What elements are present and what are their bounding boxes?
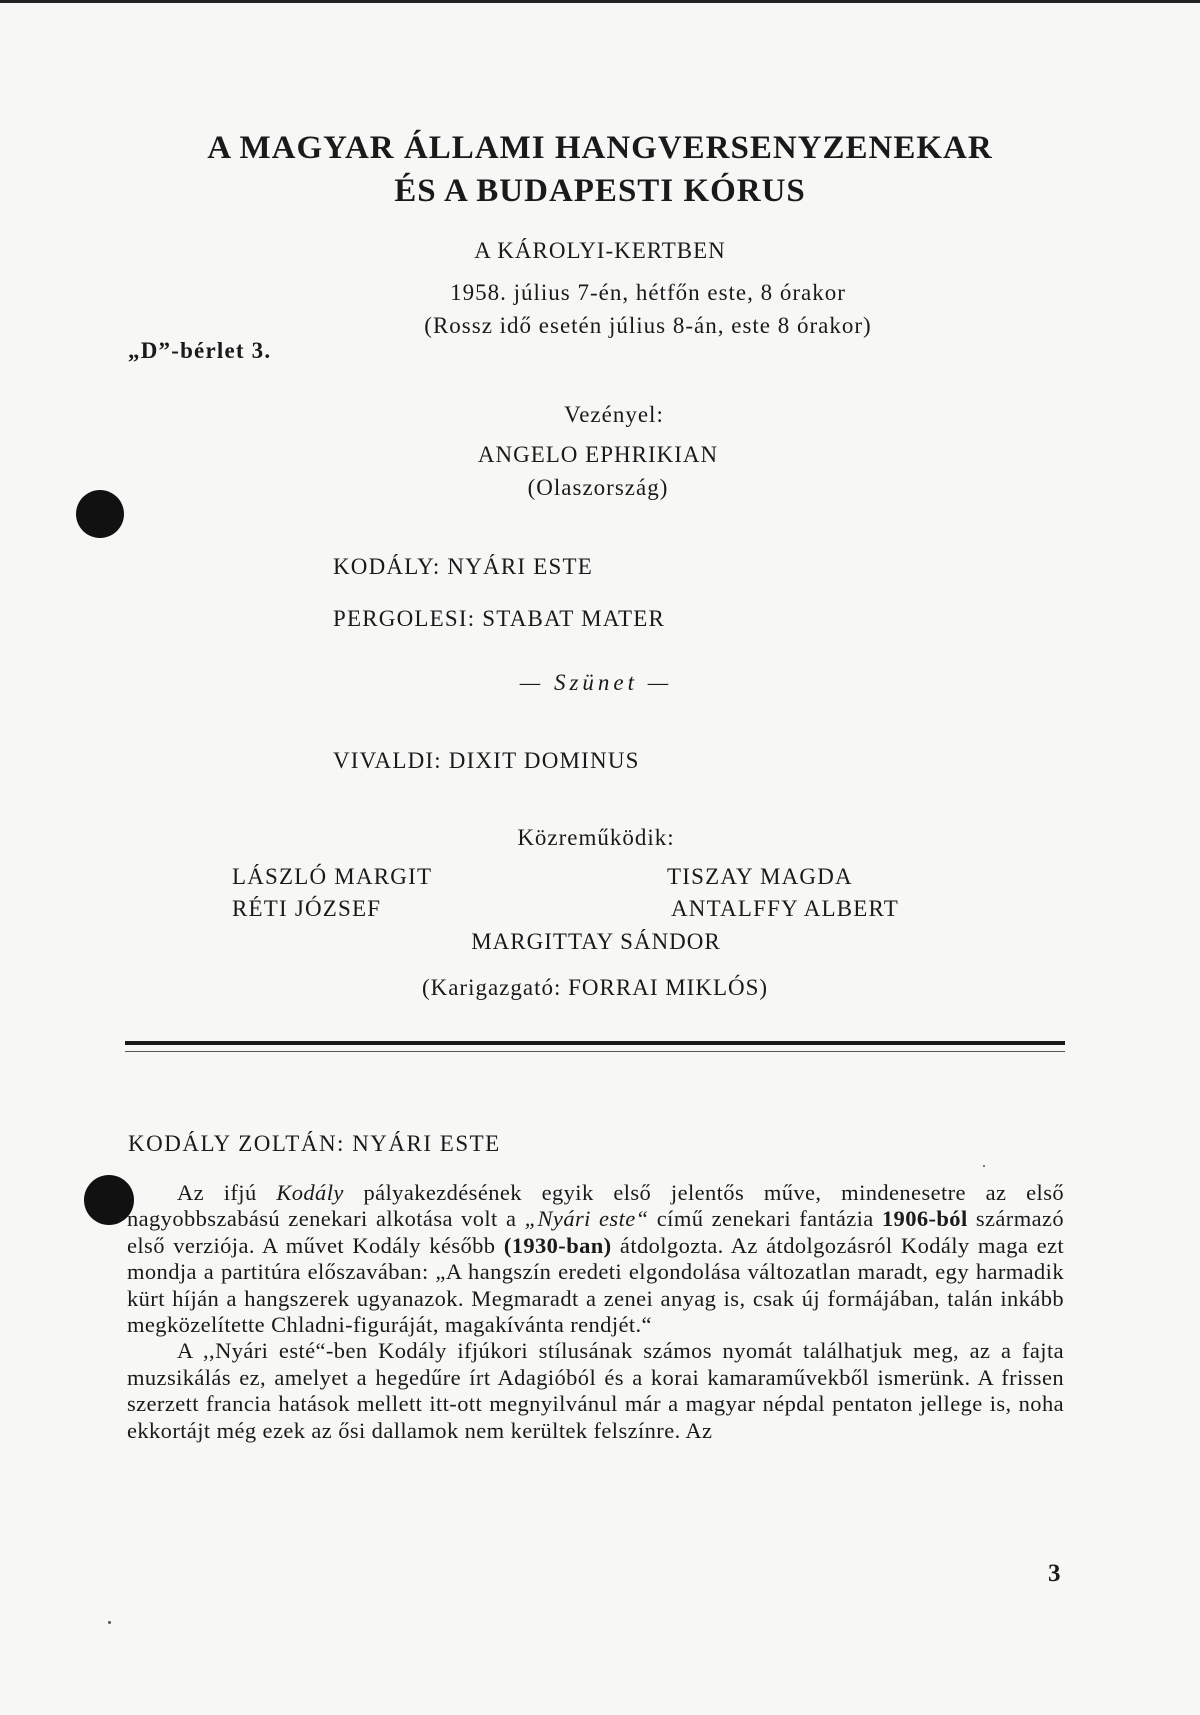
performers-label: Közreműködik: bbox=[517, 825, 675, 850]
rain-date: (Rossz idő esetén július 8-án, este 8 órakor) bbox=[424, 313, 872, 338]
page-title bbox=[0, 130, 1200, 210]
subscription-label: „D”-bérlet 3. bbox=[128, 338, 272, 363]
program-item-3: VIVALDI: DIXIT DOMINUS bbox=[333, 748, 640, 773]
performer-3: RÉTI JÓZSEF bbox=[232, 896, 382, 921]
performer-1: LÁSZLÓ MARGIT bbox=[232, 864, 433, 889]
concert-date: 1958. július 7-én, hétfőn este, 8 órakor bbox=[450, 280, 846, 305]
title-line-1: A MAGYAR ÁLLAMI HANGVERSENYZENEKAR bbox=[207, 130, 993, 166]
program-item-2: PERGOLESI: STABAT MATER bbox=[333, 606, 666, 631]
conductor-label: Vezényel: bbox=[564, 402, 664, 427]
intermission: — Szünet — bbox=[519, 670, 673, 695]
section-divider-thin bbox=[125, 1051, 1065, 1052]
article-body bbox=[127, 1180, 1064, 1444]
page-number: 3 bbox=[1048, 1560, 1061, 1587]
performer-2: TISZAY MAGDA bbox=[667, 864, 853, 889]
top-edge-line bbox=[0, 0, 1200, 3]
program-item-1: KODÁLY: NYÁRI ESTE bbox=[333, 554, 593, 579]
performer-5: MARGITTAY SÁNDOR bbox=[471, 929, 721, 954]
title-line-2: ÉS A BUDAPESTI KÓRUS bbox=[394, 173, 806, 209]
choir-director: (Karigazgató: FORRAI MIKLÓS) bbox=[421, 975, 769, 1000]
conductor-name: ANGELO EPHRIKIAN bbox=[477, 442, 719, 467]
paragraph-1: Az ifjú Kodály pályakezdésének egyik első jelentős műve, mindenesetre az első nagyobbszabású zenekari alkotása volt a „Nyári este“ című zenekari fantázia 1906-ból származó első verziója. A művet Kodály később (1930-ban) átdolgozta. Az átdolgozásról Kodály maga ezt mondja a partitúra előszavában: „A hangszín eredeti elgondolása változatlan maradt, egy harmadik kürt híján a hangszerek ugyanazok. Megmaradt a zenei anyag is, csak új formájában, talán inkább megközelítette Chladni-figuráját, magakívánta rendjét.“ bbox=[127, 1180, 1065, 1338]
paper-speck bbox=[983, 1165, 985, 1167]
venue: A KÁROLYI-KERTBEN bbox=[474, 238, 726, 263]
section-divider-thick bbox=[125, 1041, 1065, 1045]
article-heading: KODÁLY ZOLTÁN: NYÁRI ESTE bbox=[128, 1131, 501, 1156]
performer-4: ANTALFFY ALBERT bbox=[671, 896, 899, 921]
paragraph-2: A ,,Nyári esté“-ben Kodály ifjúkori stílusának számos nyomát találhatjuk meg, az a fajta muzsikálás ez, amelyet a hegedűre írt Adagióból és a korai kamaraművekből ismerünk. A frissen szerzett francia hatások mellett itt-ott megnyilvánul már a magyar népdal pentaton jellege is, noha ekkortájt még ezek az ősi dallamok nem kerültek felszínre. Az bbox=[127, 1338, 1064, 1443]
paper-speck bbox=[108, 1621, 111, 1624]
conductor-country: (Olaszország) bbox=[527, 475, 669, 500]
